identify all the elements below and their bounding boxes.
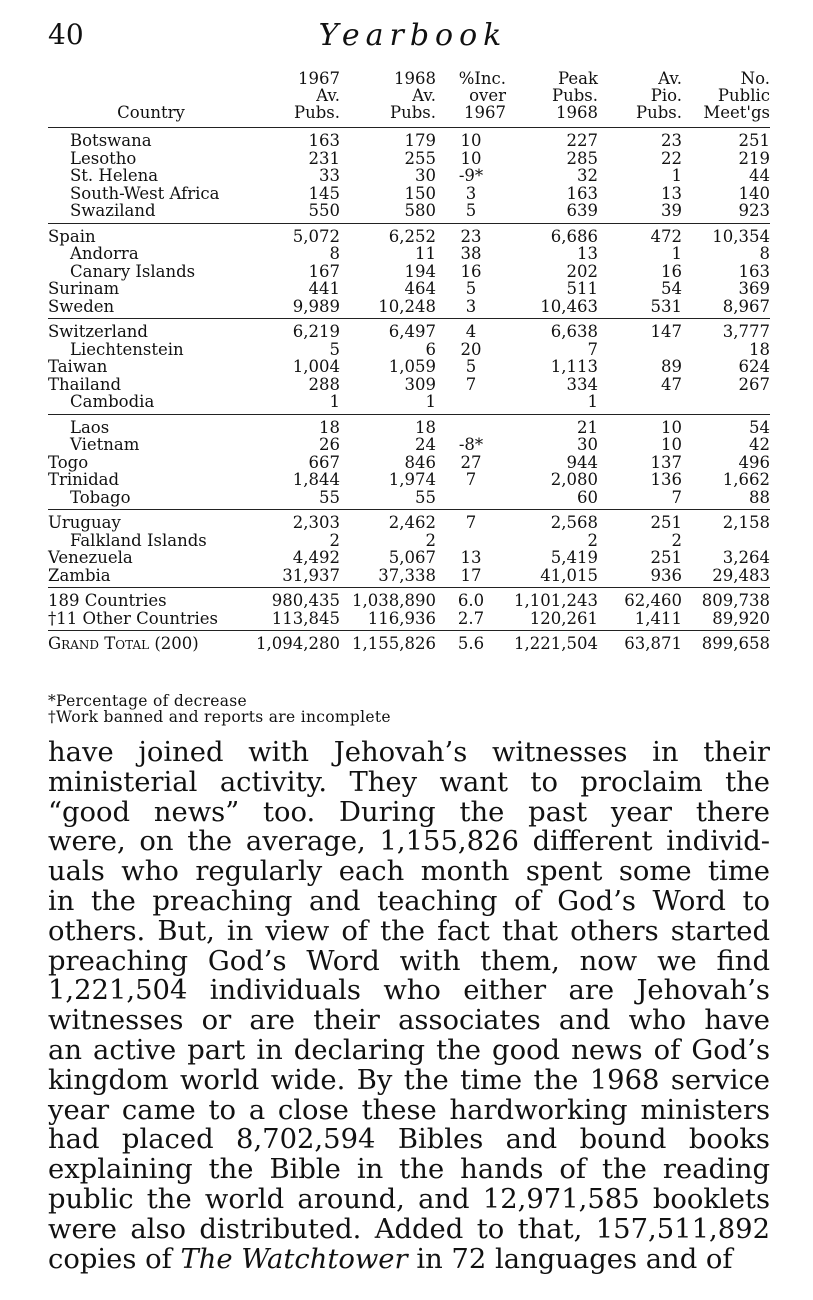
table-cell: 288 [308,374,340,394]
column-header: Peak Pubs. 1968 [551,69,598,122]
table-cell: 334 [566,374,598,394]
footnote-decrease: *Percentage of decrease [48,692,248,710]
table-cell: 219 [738,148,770,168]
table-cell: 17 [460,565,482,585]
table-header-row [48,70,770,128]
table-cell: 251 [682,128,770,150]
table-row [48,319,770,341]
table-cell: 10,248 [378,296,436,316]
table-row [48,376,770,394]
table-cell: 1,844 [292,470,340,489]
table-cell: 10,354 [682,223,770,245]
table-cell: 18 [340,414,436,436]
table-cell: 10 [598,414,682,436]
table-cell: 309 [404,374,436,394]
table-cell: 150 [404,183,436,203]
table-cell: 9,989 [292,296,340,316]
table-row [48,567,770,588]
country-name: Liechtenstein [70,339,184,359]
country-name: Togo [48,452,89,472]
table-row [48,202,770,223]
table-cell [682,532,770,550]
table-cell: 1,155,826 [340,631,436,658]
table-cell: 116,936 [367,608,436,628]
table-cell: 667 [308,452,340,472]
table-cell: 21 [506,414,598,436]
table-cell: 5.6 [436,631,506,658]
body-line: in the preaching and teaching of God’s Word to [48,885,770,917]
table-cell: 30 [577,435,598,454]
table-cell: 16 [661,261,682,281]
table-row [48,263,770,281]
table-cell: 147 [598,319,682,341]
table-cell: 26 [319,435,340,454]
column-header: 1968 Av. Pubs. [389,69,436,122]
table-cell: 18 [749,339,770,359]
table-cell [598,341,682,359]
table-row [48,341,770,359]
table-row [48,588,770,610]
table-cell: 3 [465,183,477,203]
running-title: Yearbook [318,18,508,53]
table-cell: 194 [404,261,436,281]
body-line: were also distributed. Added to that, 157,511,892 [48,1213,770,1245]
country-name: St. Helena [70,166,159,185]
column-header: Av. Pio. Pubs. [635,69,682,122]
body-line: preaching God’s Word with them, now we find [48,945,770,977]
table-cell: 13 [577,244,598,263]
table-row [48,610,770,631]
table-cell: 163 [738,261,770,281]
table-cell: 8 [329,244,340,263]
table-cell: 10 [460,148,482,168]
table-row [48,223,770,245]
page-number: 40 [48,18,84,51]
table-cell: 227 [506,128,598,150]
table-cell: 23 [436,223,506,245]
table-row [48,436,770,454]
body-line: others. But, in view of the fact that others started [48,915,770,947]
column-header: No. Public Meet'gs [703,69,770,122]
table-cell: 120,261 [529,608,598,628]
statistics-table [48,70,770,658]
column-header: %Inc. over 1967 [458,69,506,122]
table-cell: 33 [319,166,340,185]
table-cell: 5,419 [550,548,598,567]
table-cell: 1,974 [388,470,436,489]
table-cell: 6 [425,339,436,359]
table-cell: 2,462 [340,510,436,532]
footnotes [48,693,391,725]
table-cell [682,393,770,414]
country-name: Laos [48,414,254,436]
country-name: Cambodia [70,392,155,411]
table-cell: 251 [598,510,682,532]
country-name: 189 Countries [48,588,254,610]
table-row [48,471,770,489]
table-cell: 60 [577,487,598,507]
table-cell: 624 [738,357,770,376]
column-header: Country [117,103,185,122]
table-cell: 1,059 [388,357,436,376]
table-cell: 6,252 [340,223,436,245]
body-line: witnesses or are their associates and who have [48,1005,770,1037]
body-line: copies of The Watchtower in 72 languages and of [48,1243,733,1275]
table-cell: 267 [738,374,770,394]
table-cell: 251 [650,548,682,567]
table-cell: 47 [661,374,682,394]
table-cell: 464 [404,279,436,298]
table-cell: 639 [566,201,598,220]
table-cell [598,393,682,414]
body-line: explaining the Bible in the hands of the reading [48,1154,770,1186]
table-cell: 27 [460,452,482,472]
table-cell: 38 [460,244,482,263]
country-name: Trinidad [48,470,120,489]
table-cell: 10 [436,128,506,150]
body-line: an active part in declaring the good news of God’s [48,1034,770,1066]
country-name: Switzerland [48,319,254,341]
table-cell: 18 [254,414,340,436]
table-cell: 580 [404,201,436,220]
table-row [48,358,770,376]
table-cell: 24 [415,435,436,454]
table-cell: 55 [415,487,436,507]
table-cell: 7 [436,510,506,532]
table-cell: 39 [661,201,682,220]
table-cell: 923 [738,201,770,220]
table-cell: 163 [566,183,598,203]
table-cell: 5,072 [254,223,340,245]
table-cell: 3,777 [682,319,770,341]
table-cell: 179 [340,128,436,150]
table-row [48,185,770,203]
body-line: have joined with Jehovah’s witnesses in their [48,737,770,768]
table-cell: 22 [661,148,682,168]
table-cell: 2,158 [682,510,770,532]
table-cell: 20 [460,339,482,359]
table-cell: 6,219 [254,319,340,341]
table-cell: 255 [404,148,436,168]
country-name: Uruguay [48,510,254,532]
table-cell: 54 [682,414,770,436]
table-cell: 369 [738,279,770,298]
table-cell: 42 [749,435,770,454]
table-cell: 41,015 [540,565,598,585]
body-line: “good news” too. During the past year there [48,796,770,828]
table-cell: 167 [308,261,340,281]
table-cell: 5 [465,201,477,220]
table-row [48,454,770,472]
table-cell: 5 [465,357,477,376]
table-cell: 16 [460,261,482,281]
table-cell: 1,662 [722,470,770,489]
table-cell: 3 [465,296,477,316]
table-cell: 2 [671,530,682,550]
table-cell: 4 [436,319,506,341]
table-cell: 285 [566,148,598,168]
table-cell: 2 [425,530,436,550]
table-cell: 1 [671,166,682,185]
table-row [48,532,770,550]
table-cell: 1 [425,392,436,411]
country-name: Sweden [48,296,115,316]
table-cell [436,393,506,414]
table-cell: 55 [319,487,340,507]
table-cell: 136 [650,470,682,489]
country-name: Tobago [70,487,131,507]
body-line: were, on the average, 1,155,826 different individ- [48,826,770,858]
country-name: Taiwan [48,357,108,376]
table-cell: 31,937 [282,565,340,585]
table-cell: 29,483 [712,565,770,585]
table-cell: 1 [671,244,682,263]
table-row [48,150,770,168]
table-cell: 6,638 [506,319,598,341]
table-row [48,631,770,658]
footnote-work-banned: †Work banned and reports are incomplete [48,708,391,726]
table-cell: 2.7 [457,608,485,628]
country-name: Spain [48,223,254,245]
table-cell: 2,303 [254,510,340,532]
table-cell: 7 [587,339,598,359]
table-cell: 936 [650,565,682,585]
table-cell: 2,080 [550,470,598,489]
country-name: South-West Africa [70,183,220,203]
table-cell: 511 [566,279,598,298]
table-row [48,510,770,532]
table-row [48,414,770,436]
table-cell: 1,411 [634,608,682,628]
table-cell: 944 [566,452,598,472]
table-row [48,280,770,298]
table-cell [436,489,506,510]
table-cell: 1,004 [292,357,340,376]
table-cell: 13 [460,548,482,567]
table-cell: 899,658 [682,631,770,658]
table-row [48,298,770,319]
table-cell: 30 [415,166,436,185]
table-row [48,489,770,510]
table-row [48,167,770,185]
table-cell: 531 [650,296,682,316]
table-cell: 6,686 [506,223,598,245]
table-cell [436,414,506,436]
country-name: Falkland Islands [70,530,207,550]
table-cell: 10 [661,435,682,454]
table-cell: 2 [329,530,340,550]
country-name: Thailand [48,374,122,394]
table-cell: 2,568 [506,510,598,532]
table-cell: 6.0 [436,588,506,610]
table-cell: 7 [465,470,477,489]
country-name: Surinam [48,279,120,298]
table-cell: 140 [738,183,770,203]
country-name: Zambia [48,565,111,585]
country-name: Canary Islands [70,261,196,281]
table-cell: 89,920 [712,608,770,628]
table-cell: 137 [650,452,682,472]
body-line: uals who regularly each month spent some time [48,856,770,888]
country-name: Vietnam [70,435,140,454]
table-cell: 13 [661,183,682,203]
table-cell: 89 [661,357,682,376]
table-cell: 202 [566,261,598,281]
table-cell: 980,435 [254,588,340,610]
table-cell: 8 [759,244,770,263]
table-cell: 472 [598,223,682,245]
table-cell [436,532,506,550]
table-cell: 163 [254,128,340,150]
table-cell: 7 [465,374,477,394]
table-cell: 1 [587,392,598,411]
table-cell: 550 [308,201,340,220]
country-name: Venezuela [48,548,133,567]
table-cell: 1 [329,392,340,411]
table-cell: 113,845 [271,608,340,628]
country-name: Swaziland [70,201,156,220]
table-cell: 37,338 [378,565,436,585]
table-cell: 1,101,243 [506,588,598,610]
table-cell: 10,463 [540,296,598,316]
table-cell: 54 [661,279,682,298]
table-row [48,128,770,150]
country-name: Botswana [48,128,254,150]
body-line: ministerial activity. They want to proclaim the [48,766,770,798]
table-cell: 5 [329,339,340,359]
body-line: kingdom world wide. By the time the 1968 service [48,1064,770,1096]
table-cell: 5 [465,279,477,298]
table-row [48,393,770,414]
body-line: public the world around, and 12,971,585 booklets [48,1183,770,1215]
table-cell: 8,967 [722,296,770,316]
country-name: Grand Total (200) [48,631,254,658]
country-name: Andorra [70,244,139,263]
table-cell: -8* [458,435,484,454]
table-cell: 88 [749,487,770,507]
country-name: Lesotho [70,148,137,168]
body-line: 1,221,504 individuals who either are Jehovah’s [48,975,770,1007]
table-cell: 32 [577,166,598,185]
country-name: †11 Other Countries [48,608,219,628]
table-row [48,245,770,263]
table-cell: 1,113 [550,357,598,376]
table-cell: 6,497 [340,319,436,341]
table-cell: 63,871 [598,631,682,658]
body-line: had placed 8,702,594 Bibles and bound books [48,1124,770,1156]
table-cell: 5,067 [388,548,436,567]
table-cell: 7 [671,487,682,507]
table-cell: 441 [308,279,340,298]
body-line: year came to a close these hardworking ministers [48,1094,770,1126]
page-header [48,18,778,58]
table-cell: 2 [587,530,598,550]
body-paragraph [48,738,770,1274]
table-cell: 846 [404,452,436,472]
table-cell: 231 [308,148,340,168]
table-cell: -9* [458,166,484,185]
table-cell: 4,492 [292,548,340,567]
table-cell: 809,738 [682,588,770,610]
table-cell: 1,094,280 [254,631,340,658]
table-cell: 496 [738,452,770,472]
table-cell: 1,038,890 [340,588,436,610]
table-row [48,549,770,567]
table-cell: 62,460 [598,588,682,610]
table-cell: 145 [308,183,340,203]
table-cell: 1,221,504 [506,631,598,658]
table-cell: 11 [415,244,436,263]
table-cell: 3,264 [722,548,770,567]
table-cell: 44 [749,166,770,185]
table-cell: 23 [598,128,682,150]
column-header: 1967 Av. Pubs. [293,69,340,122]
